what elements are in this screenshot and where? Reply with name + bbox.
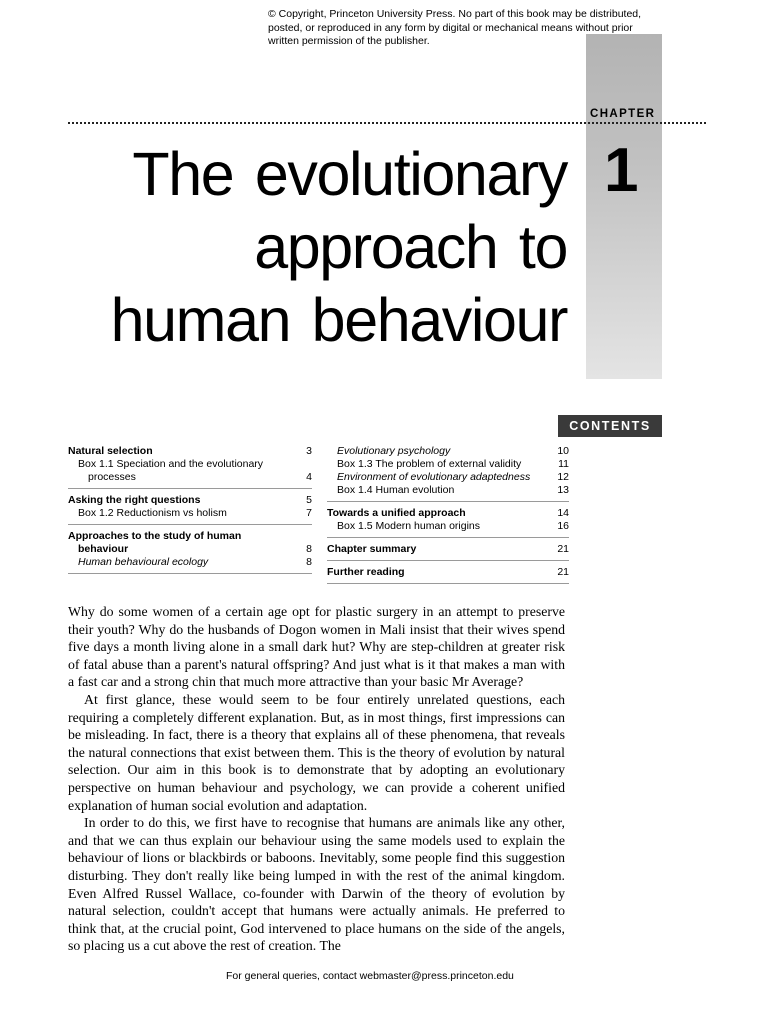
toc-page-number: 3 xyxy=(306,445,312,457)
toc-entry[interactable] xyxy=(68,530,312,543)
contents-label: CONTENTS xyxy=(558,415,662,437)
toc-section xyxy=(327,507,569,538)
chapter-title-line: human behaviour xyxy=(110,286,567,354)
toc-entry-title: Box 1.2 Reductionism vs holism xyxy=(78,507,227,519)
toc-entry-title: Box 1.5 Modern human origins xyxy=(337,520,480,532)
toc-page-number: 12 xyxy=(557,471,569,483)
chapter-title-line: approach to xyxy=(254,213,567,281)
toc-entry[interactable] xyxy=(68,494,312,507)
toc-page-number: 8 xyxy=(306,543,312,555)
toc-page-number: 13 xyxy=(557,484,569,496)
toc-entry[interactable] xyxy=(68,458,312,471)
toc-entry[interactable] xyxy=(327,471,569,484)
toc-page-number: 4 xyxy=(306,471,312,483)
toc-entry[interactable] xyxy=(327,445,569,458)
toc-left-column xyxy=(68,445,312,579)
toc-entry[interactable] xyxy=(327,507,569,520)
toc-entry-title: Box 1.3 The problem of external validity xyxy=(337,458,522,470)
toc-page-number: 10 xyxy=(557,445,569,457)
toc-entry[interactable] xyxy=(68,471,312,484)
body-text xyxy=(68,603,565,955)
toc-entry[interactable] xyxy=(68,445,312,458)
toc-entry-title: Human behavioural ecology xyxy=(78,556,209,568)
chapter-title xyxy=(111,138,567,357)
dotted-divider xyxy=(68,122,706,124)
footer-contact: For general queries, contact webmaster@press.princeton.edu xyxy=(226,970,556,983)
chapter-number: 1 xyxy=(604,136,639,205)
toc-entry[interactable] xyxy=(327,458,569,471)
toc-entry-title: Evolutionary psychology xyxy=(337,445,451,457)
toc-entry-title: Chapter summary xyxy=(327,543,417,555)
toc-page-number: 7 xyxy=(306,507,312,519)
toc-entry-title: Asking the right questions xyxy=(68,494,201,506)
toc-page-number: 14 xyxy=(557,507,569,519)
toc-entry-title: Approaches to the study of human xyxy=(68,530,242,542)
toc-page-number: 8 xyxy=(306,556,312,568)
toc-entry[interactable] xyxy=(327,520,569,533)
toc-entry-title: behaviour xyxy=(78,543,129,555)
toc-section xyxy=(68,530,312,574)
toc-section xyxy=(327,566,569,584)
toc-section xyxy=(68,445,312,489)
toc-entry-title: Towards a unified approach xyxy=(327,507,466,519)
copyright-notice: © Copyright, Princeton University Press. No part of this book may be distributed, posted, or reproduced in any form by digital or mechanical means without prior written permission of the publisher. xyxy=(268,8,642,47)
toc-entry-title: Box 1.1 Speciation and the evolutionary xyxy=(78,458,264,470)
paragraph: In order to do this, we first have to recognise that humans are animals like any other, and that we can thus explain our behaviour using the same models used to explain the behaviour of lions or blackbirds or baboons. Inevitably, some people find this suggestion disturbing. They don't really like being lumped in with the rest of the animal kingdom. Even Alfred Russel Wallace, co-founder with Darwin of the theory of evolution by natural selection, couldn't accept that humans were actually animals. He preferred to think that, at the crucial point, God intervened to place humans on the side of the angels, so placing us a cut above the rest of creation. The xyxy=(68,815,565,954)
toc-entry-title: Box 1.4 Human evolution xyxy=(337,484,455,496)
toc-entry[interactable] xyxy=(327,566,569,579)
toc-page-number: 16 xyxy=(557,520,569,532)
chapter-title-line: The evolutionary xyxy=(132,140,567,208)
toc-entry-title: Natural selection xyxy=(68,445,153,457)
toc-entry[interactable] xyxy=(68,507,312,520)
toc-entry[interactable] xyxy=(327,484,569,497)
toc-entry[interactable] xyxy=(327,543,569,556)
toc-entry[interactable] xyxy=(68,543,312,556)
chapter-label: CHAPTER xyxy=(590,108,656,120)
toc-entry-title: processes xyxy=(88,471,136,483)
toc-page-number: 21 xyxy=(557,543,569,555)
toc-section xyxy=(68,494,312,525)
paragraph: At first glance, these would seem to be four entirely unrelated questions, each requiring a completely different explanation. But, as in most things, first impressions can be misleading. In fact, there is a theory that explains all of these phenomena, that reveals the natural connections that exist between them. This is the theory of evolution by natural selection. Our aim in this book is to demonstrate that by adopting an evolutionary perspective on human behaviour and psychology, we can provide a coherent unified explanation of human social evolution and adaptation. xyxy=(68,691,565,813)
toc-entry-title: Environment of evolutionary adaptedness xyxy=(337,471,531,483)
toc-section xyxy=(327,445,569,502)
toc-section xyxy=(327,543,569,561)
toc-page-number: 5 xyxy=(306,494,312,506)
toc-entry-title: Further reading xyxy=(327,566,405,578)
toc-page-number: 11 xyxy=(558,458,569,470)
toc-right-column xyxy=(327,445,569,589)
toc-page-number: 21 xyxy=(557,566,569,578)
toc-entry[interactable] xyxy=(68,556,312,569)
paragraph: Why do some women of a certain age opt for plastic surgery in an attempt to preserve their youth? Why do the husbands of Dogon women in Mali insist that their wives spend five days a month living alone in a small dark hut? Why are step-children at greater risk of fatal abuse than a parent's natural offspring? And just what is it that makes a man with a fast car and a strong chin that much more attractive than your basic Mr Average? xyxy=(68,604,565,690)
